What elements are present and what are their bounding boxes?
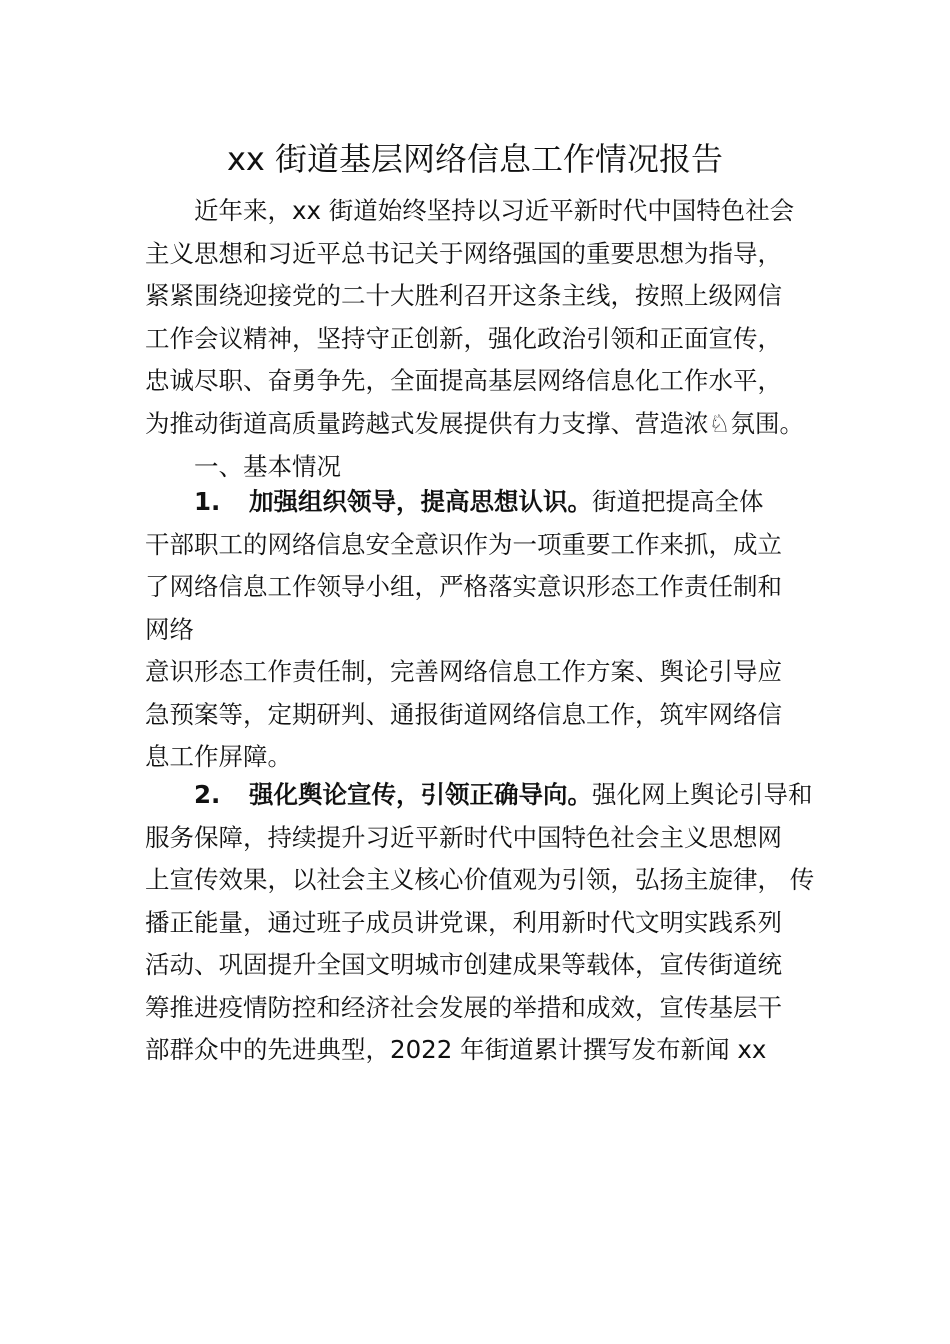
- intro-line: 主义思想和习近平总书记关于网络强国的重要思想为指导，: [145, 238, 782, 268]
- intro-line: 紧紧围绕迎接党的二十大胜利召开这条主线，按照上级网信: [145, 281, 782, 310]
- item-2-number: 2.: [194, 780, 221, 809]
- document-title: xx 街道基层网络信息工作情况报告: [226, 140, 724, 178]
- item-1-line: 网络: [145, 614, 194, 644]
- item-1-first-line: [145, 481, 845, 524]
- item-1-heading: 加强组织领导，提高思想认识。: [249, 487, 592, 516]
- item-2-line: 部群众中的先进典型，2022 年街道累计撰写发布新闻 xx: [145, 1035, 767, 1064]
- intro-line: 工作会议精神，坚持守正创新，强化政治引领和正面宣传，: [145, 323, 782, 353]
- intro-line: 忠诚尽职、奋勇争先，全面提高基层网络信息化工作水平，: [145, 366, 782, 395]
- item-1-line: 意识形态工作责任制，完善网络信息工作方案、舆论引导应: [145, 657, 782, 686]
- item-2-line: 服务保障，持续提升习近平新时代中国特色社会主义思想网: [145, 822, 782, 852]
- item-1-paragraph: [145, 481, 845, 779]
- intro-paragraph: [145, 190, 845, 445]
- item-2-line: 播正能量，通过班子成员讲党课，利用新时代文明实践系列: [145, 907, 782, 937]
- item-1-line: 干部职工的网络信息安全意识作为一项重要工作来抓，成立: [145, 529, 782, 559]
- section-heading-text: 一、基本情况: [194, 452, 341, 481]
- intro-line: 为推动街道高质量跨越式发展提供有力支撑、营造浓♘氛围。: [145, 408, 804, 438]
- item-2-first-line: [145, 774, 845, 817]
- item-1-first-line-rest: 街道把提高全体: [592, 487, 764, 516]
- item-1-number: 1.: [194, 487, 221, 516]
- item-2-heading: 强化舆论宣传，引领正确导向。: [249, 780, 592, 809]
- intro-line: 近年来，xx 街道始终坚持以习近平新时代中国特色社会: [194, 196, 795, 225]
- item-2-line: 上宣传效果，以社会主义核心价值观为引领，弘扬主旋律， 传: [145, 865, 815, 894]
- item-2-first-line-rest: 强化网上舆论引导和: [592, 780, 813, 809]
- item-1-line: 急预案等，定期研判、通报街道网络信息工作，筑牢网络信: [145, 699, 782, 729]
- item-1-line: 息工作屏障。: [145, 742, 292, 771]
- item-2-paragraph: [145, 774, 845, 1072]
- item-2-line: 活动、巩固提升全国文明城市创建成果等载体，宣传街道统: [145, 950, 782, 979]
- item-2-line: 筹推进疫情防控和经济社会发展的举措和成效，宣传基层干: [145, 992, 782, 1022]
- item-1-line: 了网络信息工作领导小组，严格落实意识形态工作责任制和: [145, 572, 782, 601]
